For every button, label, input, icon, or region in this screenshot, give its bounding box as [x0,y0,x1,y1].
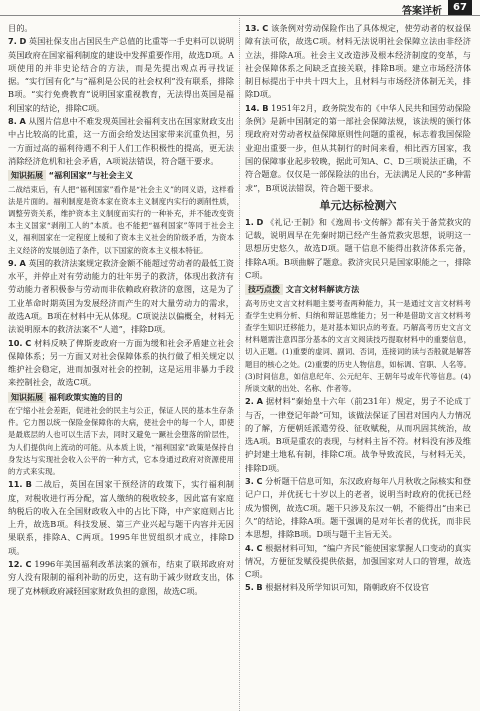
answer-item-2 [245,395,471,475]
answer-item-13 [245,22,471,102]
item-answer: D [19,36,27,47]
box-title: “福利国家”与社会主义 [48,170,134,181]
column-divider [239,18,240,711]
answer-item-5 [245,581,471,594]
item-answer: B [262,102,269,113]
box-title: 文言文材料解读方法 [285,284,360,295]
item-number: 12. [8,559,23,570]
answer-item-10 [8,337,234,390]
item-answer: B [256,582,263,593]
section-title: 单元达标检测六 [319,198,397,212]
answer-item-14 [245,102,471,195]
item-answer: C [262,23,269,33]
item-answer: C [256,476,263,487]
item-answer: C [25,559,32,570]
item-number: 13. [245,23,260,33]
item-number: 5. [245,582,254,593]
answer-item-11 [8,478,234,558]
item-number: 7. [8,36,17,47]
item-explanation: 根据材料及所学知识可知，隋朝政府不仅设官 [265,582,430,593]
page-number: 67 [448,0,472,15]
page-header [0,0,480,16]
box-tag: 技巧点拨 [245,284,283,295]
item-explanation: 英国社保支出占国民生产总值的比重等一手史料可以说明英国政府在国家福利制度的建设中发挥重要作用，故选D项。A项使用的并非史论结合的方法，而是先提出观点再寻找证据。“实行国有化”与“福利是公民的社会权利”没有联系，排除B项。“实行免费教育”说明国家重视教育，无法得出英国是福利国家的结论，排除C项。 [8,36,234,113]
item-number: 11. [8,479,23,490]
item-explanation: 1996年美国福利改革法案的颁布，结束了联邦政府对穷人没有限制的福利补助的历史，这有助于减少财政支出，体现了克林顿政府减轻国家财政负担的意图，故选C项。 [8,559,234,596]
tip-box [245,282,471,395]
item-answer: C [25,337,32,348]
box-tag: 知识拓展 [8,170,46,181]
item-explanation: 1951年2月，政务院发布的《中华人民共和国劳动保险条例》是新中国制定的第一部社会保障法规，该法规的颁行体现政府对劳动者权益保障原则性问题的重视，标志着我国保险业迎出重要一步，但从其制行的时间来看，相比西方国家，我国的保障事业起步较晚，据此可知A、C、D三项说法正确，不符合题意。仅仅是一部保险法的出台，无法满足人民的“多种需求”，B项说法错误，符合题干要求。 [245,102,471,193]
item-explanation: 根据材料可知，“编户齐民”能使国家掌握人口变动的真实情况，方便征发赋役提供依据，加强国家对人口的管理，故选C项。 [245,542,471,580]
answer-item-7 [8,35,234,115]
header-label: 答案详析 [402,6,442,17]
item-answer: B [25,479,32,490]
answer-item-12 [8,558,234,598]
item-number: 9. [8,257,17,268]
knowledge-box-1 [8,168,234,257]
box-body: 在宁缩小社会差距，促进社会的民主与公正，保证人民的基本生存条件。它力图以统一保险金保障你的大病，使社会中的每一个人，即使是最底层的人也可以生活下去，同时又避免一蹶社会堕落的阶层性，为人们提供向上流动的可能。从本质上说，“福利国家”政策是保持自身发达与实现社会收入公平的一种方式，它本身通过政府对资源使用的方式来实现。 [8,406,234,477]
item-answer: D [256,216,264,227]
answer-item-8 [8,115,234,168]
item-answer: C [256,542,263,553]
item-number: 10. [8,337,23,348]
item-explanation: 从图片信息中不难发现英国社会福利支出在国家财政支出中占比较高的比重，这一方面会给发达国家带来沉重负担，另一方面过高的福利待遇不利于人们工作积极性的提高，更无法消除经济危机和社会矛盾，A项说法错误，符合题干要求。 [8,116,234,166]
box-body: 二战结束后，有人把“福利国家”看作是“社会主义”的同义语，这样看法是片面的。福利制度是资本家在资本主义制度内实行的剥削性质，调整劳资关系，维护资本主义制度而实行的一种补充，并不能改变资本主义国家“剥削工人的”本质。也不能把“福利国家”等同于社会主义，福利国家在一定程度上缓和了资本主义社会的阶级矛盾，为资本主义经济的发展创造了条件，以下国家的资本主义根本特征。 [8,184,234,255]
item-number: 14. [245,102,260,113]
item-explanation: 英国的救济法案规定救济金额不能超过劳动者的最低工资水平，并停止对有劳动能力的壮年男子的救济，体现出救济有劳动能力者积极参与劳动而非依赖政府救济的意图，这是为了工业革命时期英国为发展经济而产生的对大量劳动力的需求，故选A项。B项在材料中无从体现。C项说法以偏概全，材料无法说明原本的救济法案不“人道”，排除D项。 [8,257,234,335]
box-body: 高考历史文言文材料题主要考查两种能力，其一是通过文言文材料考查学生史料分析、归纳和辩证思维能力；另一种是借助文言文材料考查学生知识迁移能力，是对基本知识点的考查。巧解高考历史文言文材料题需注意四部分基本的文言文阅读技巧提取材料中的重要信息，切入正题。(1)重要的虚词、副词、否词，连接词的读与否般就是解答题目的核心之处。(2)重要的历史人物信息，如标调、官职、人名等。(3)时间信息，如信息纪年、公元纪年、王朝年号或年代等信息。(4)所谈文献的出处、名称、作者等。 [245,298,471,394]
item-answer: A [19,257,26,268]
item-explanation: 材料反映了俾斯麦政府一方面为缓和社会矛盾建立社会保障体系；另一方面又对社会保障体系的执行做了相关规定以维护社会稳定，进而加强对社会的控制，这是运用非暴力手段来控制社会，故选C项。 [8,337,234,388]
continuation-text: 目的。 [8,23,33,33]
answer-item-4 [245,542,471,582]
item-explanation: 分析题干信息可知，东汉政府每年八月秋收之际核实和登记户口，并优抚七十岁以上的老者，说明当时政府的优抚已经成为惯例，故选C项。题干只涉及东汉一朝，不能得出“由来已久”的结论，排除A项。题干强调的是对年长者的优抚，而非民本思想，排除B项。D项与题干主旨无关。 [245,476,471,540]
item-number: 1. [245,216,254,227]
answer-item-1 [245,216,471,282]
left-column [8,22,234,707]
item-answer: A [256,396,263,407]
item-explanation: 据材料“秦始皇十六年（前231年）规定，男子不论成丁与否，一律登记年龄”可知，该做法保证了国君对国内人力情况的了解，方便朝廷派遣劳役、征收赋税，从而巩固其统治，故选A项。B项是重农的表现，与材料主旨不符。材料没有涉及维护封建土地私有制，排除C项。战争导致流民，与材料无关，排除D项。 [245,396,471,473]
item-number: 4. [245,542,254,553]
box-tag: 知识拓展 [8,392,46,403]
answer-item-9 [8,257,234,337]
item-number: 3. [245,476,254,487]
item-explanation: 该条例对劳动保险作出了具体规定，使劳动者的权益保障有法可依，故选C项。材料无法说明社会保障立法由非经济立法，排除A项。社会主义改造涉及根本经济制度的变革，与社会保障体系之间缺乏直接关联，排除B项。建立市场经济体制目标提出于中共十四大上，且材料与市场经济体制无关，排除D项。 [245,23,471,100]
item-number: 2. [245,396,254,407]
right-column [245,22,471,707]
item-answer: A [19,116,26,127]
knowledge-box-2 [8,390,234,479]
item-explanation: 《礼记·王制》和《逸周书·文传解》都有关于备荒救灾的记载，说明周早在先秦时期已经产生备荒救灾思想，说明这一思想历史悠久，故选D项。题干信息不能得出救济体系完备，排除A项。B项曲解了题意。救济灾民只是国家职能之一，排除C项。 [245,216,471,281]
item-number: 8. [8,116,17,127]
answer-item-3 [245,475,471,541]
box-title: 福利政策实施的目的 [48,391,123,402]
item-explanation: 二战后，英国在国家干预经济的政策下，实行福利制度，对税收进行再分配，富人缴纳的税收较多，因此富有家庭纳税后的收入在全国财政收入中的占比下降，中产家庭则占比上升，故选B项。科技发展、第三产业兴起与题干内容并无因果联系，排除A、C两项。1995年世贸组织才成立，排除D项。 [8,479,234,556]
